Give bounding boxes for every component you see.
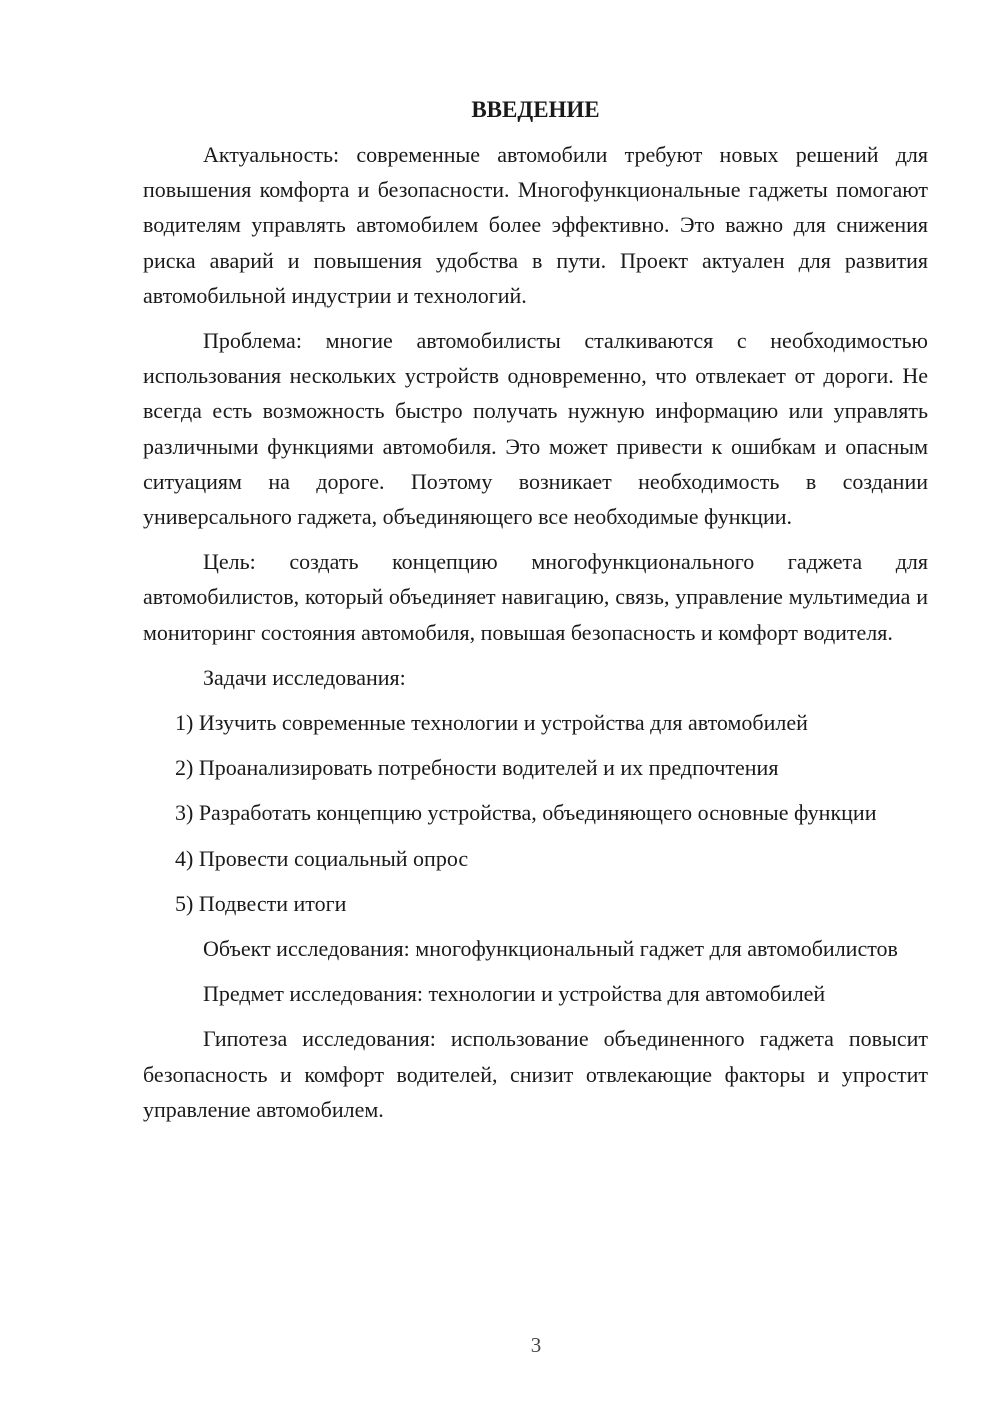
task-item: 5) Подвести итоги	[175, 890, 347, 916]
problem-paragraph: Проблема: многие автомобилисты сталкиваются с необходимостью использования нескольких устройств одновременно, что отвлекает от дороги. Не всегда есть возможность быстро получать нужную информацию или управлять различными функциями автомобиля. Это может привести к ошибкам и опасным ситуациям на дороге. Поэтому возникает необходимость в создании универсального гаджета, объединяющего все необходимые функции.	[143, 328, 928, 530]
document-page	[143, 92, 928, 1137]
goal-paragraph: Цель: создать концепцию многофункционального гаджета для автомобилистов, который объединяет навигацию, связь, управление мультимедиа и мониторинг состояния автомобиля, повышая безопасность и комфорт водителя.	[143, 549, 928, 645]
relevance-paragraph: Актуальность: современные автомобили требуют новых решений для повышения комфорта и безопасности. Многофункциональные гаджеты помогают водителям управлять автомобилем более эффективно. Это важно для снижения риска аварий и повышения удобства в пути. Проект актуален для развития автомобильной индустрии и технологий.	[143, 142, 928, 308]
tasks-heading: Задачи исследования:	[203, 664, 406, 690]
section-title: ВВЕДЕНИЕ	[471, 97, 600, 122]
task-item: 3) Разработать концепцию устройства, объединяющего основные функции	[175, 800, 877, 826]
task-item: 4) Провести социальный опрос	[175, 845, 469, 871]
research-object-paragraph: Объект исследования: многофункциональный гаджет для автомобилистов	[203, 936, 898, 962]
task-item: 1) Изучить современные технологии и устройства для автомобилей	[175, 710, 808, 736]
research-subject-paragraph: Предмет исследования: технологии и устройства для автомобилей	[203, 981, 826, 1007]
hypothesis-paragraph: Гипотеза исследования: использование объединенного гаджета повысит безопасность и комфорт водителей, снизит отвлекающие факторы и упростит управление автомобилем.	[143, 1026, 928, 1122]
page-number: 3	[530, 1333, 542, 1357]
task-item: 2) Проанализировать потребности водителей и их предпочтения	[175, 755, 779, 781]
